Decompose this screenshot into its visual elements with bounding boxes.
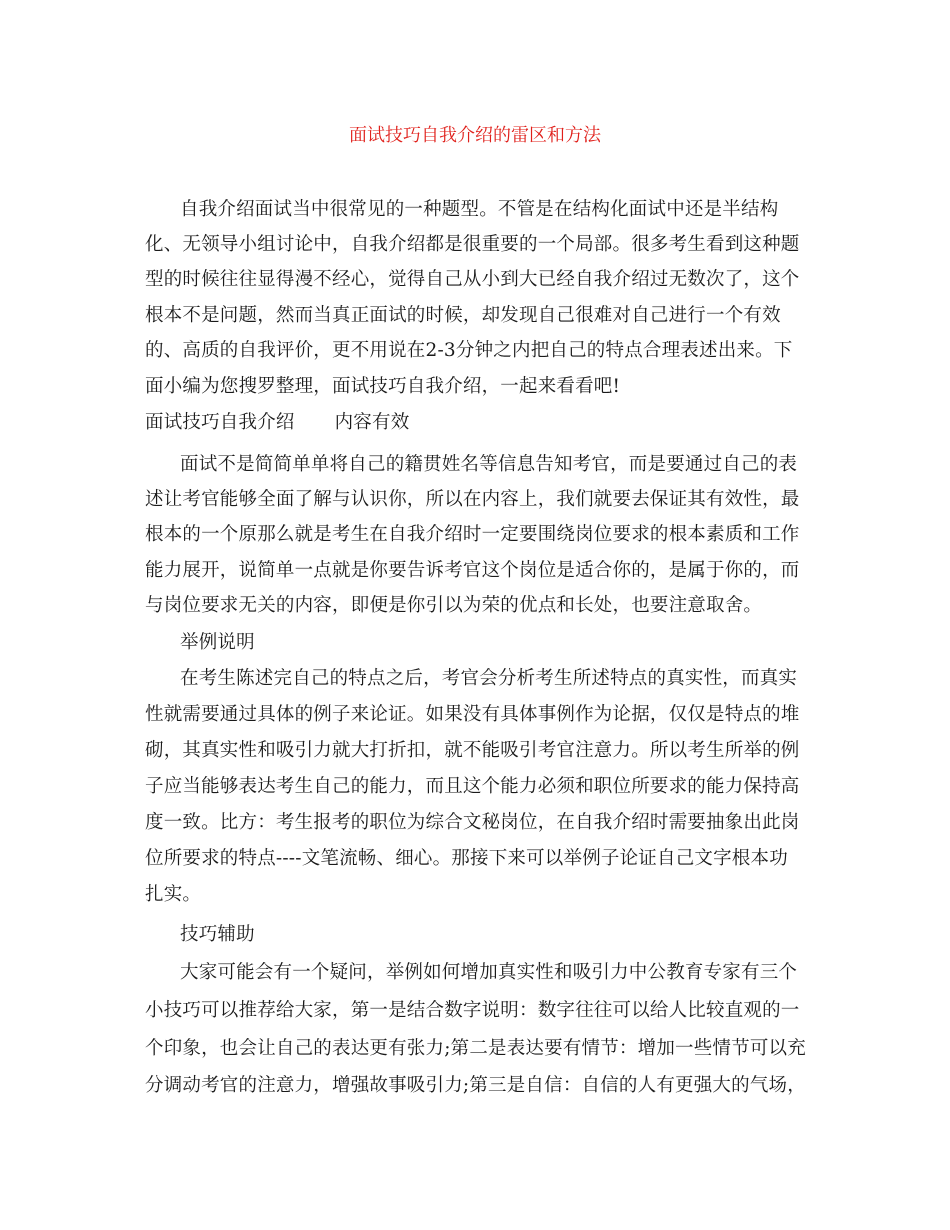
section2-line-1: 在考生陈述完自己的特点之后，考官会分析考生所述特点的真实性，而真实 bbox=[180, 668, 798, 689]
section1-heading-left: 面试技巧自我介绍 bbox=[145, 412, 295, 433]
document-title: 面试技巧自我介绍的雷区和方法 bbox=[349, 125, 601, 146]
section2-line-4: 子应当能够表达考生自己的能力，而且这个能力必须和职位所要求的能力保持高 bbox=[145, 776, 800, 797]
section2-heading: 举例说明 bbox=[180, 632, 255, 653]
section1-line-1: 面试不是简简单单将自己的籍贯姓名等信息告知考官，而是要通过自己的表 bbox=[180, 454, 798, 475]
section1-heading bbox=[145, 410, 409, 436]
section2-line-3: 砌，其真实性和吸引力就大打折扣，就不能吸引考官注意力。所以考生所举的例 bbox=[145, 740, 800, 761]
section1-heading-right: 内容有效 bbox=[334, 412, 410, 433]
section3-line-3: 个印象，也会让自己的表达更有张力;第二是表达要有情节：增加一些情节可以充 bbox=[145, 1038, 806, 1059]
section2-line-7: 扎实。 bbox=[145, 884, 202, 905]
intro-line-2: 化、无领导小组讨论中，自我介绍都是很重要的一个局部。很多考生看到这种题 bbox=[145, 234, 800, 255]
section1-line-4: 能力展开，说简单一点就是你要告诉考官这个岗位是适合你的，是属于你的，而 bbox=[145, 560, 800, 581]
section2-line-6: 位所要求的特点----文笔流畅、细心。那接下来可以举例子论证自己文字根本功 bbox=[145, 848, 788, 869]
section3-line-4: 分调动考官的注意力，增强故事吸引力;第三是自信：自信的人有更强大的气场， bbox=[145, 1075, 806, 1096]
section1-line-5: 与岗位要求无关的内容，即便是你引以为荣的优点和长处，也要注意取舍。 bbox=[145, 595, 763, 616]
section1-line-3: 根本的一个原那么就是考生在自我介绍时一定要围绕岗位要求的根本素质和工作 bbox=[145, 524, 800, 545]
section2-line-5: 度一致。比方：考生报考的职位为综合文秘岗位，在自我介绍时需要抽象出此岗 bbox=[145, 812, 800, 833]
intro-line-6: 面小编为您搜罗整理，面试技巧自我介绍，一起来看看吧! bbox=[145, 376, 621, 397]
section3-line-1: 大家可能会有一个疑问，举例如何增加真实性和吸引力中公教育专家有三个 bbox=[180, 962, 798, 983]
section1-line-2: 述让考官能够全面了解与认识你，所以在内容上，我们就要去保证其有效性，最 bbox=[145, 489, 800, 510]
intro-line-5: 的、高质的自我评价，更不用说在2-3分钟之内把自己的特点合理表述出来。下 bbox=[145, 340, 793, 361]
intro-line-4: 根本不是问题，然而当真正面试的时候，却发现自己很难对自己进行一个有效 bbox=[145, 305, 781, 326]
section3-heading: 技巧辅助 bbox=[180, 924, 255, 945]
intro-line-3: 型的时候往往显得漫不经心，觉得自己从小到大已经自我介绍过无数次了，这个 bbox=[145, 269, 800, 290]
section3-line-2: 小技巧可以推荐给大家，第一是结合数字说明：数字往往可以给人比较直观的一 bbox=[145, 1000, 800, 1021]
intro-line-1: 自我介绍面试当中很常见的一种题型。不管是在结构化面试中还是半结构 bbox=[180, 199, 779, 220]
section2-line-2: 性就需要通过具体的例子来论证。如果没有具体事例作为论据，仅仅是特点的堆 bbox=[145, 704, 800, 725]
